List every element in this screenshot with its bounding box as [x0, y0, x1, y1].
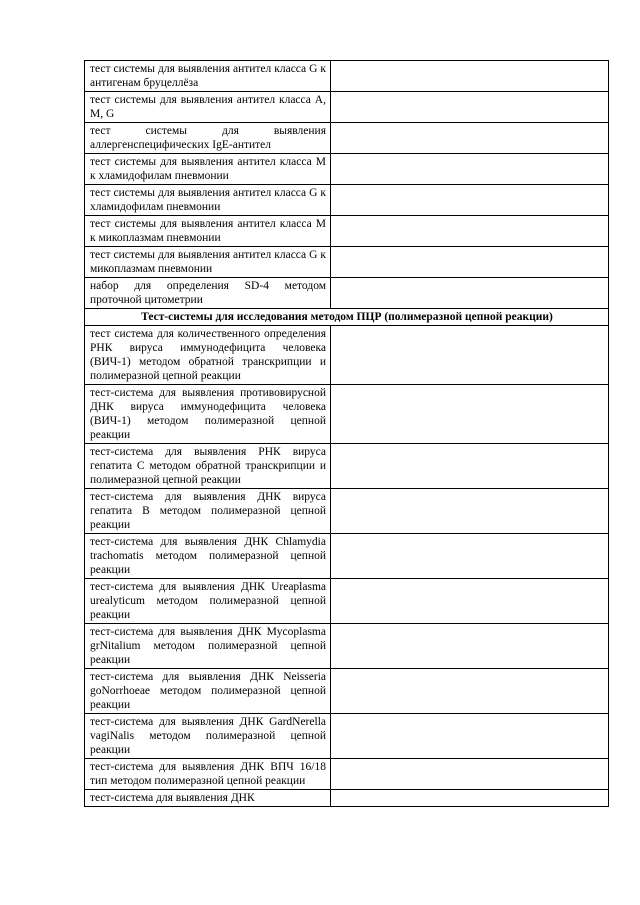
item-name-cell: набор для определения SD-4 методом проточной цитометрии — [85, 278, 331, 309]
empty-value-cell — [331, 444, 609, 489]
item-name-cell: тест-система для выявления ДНК GardNerella vagiNalis методом полимеразной цепной реакции — [85, 714, 331, 759]
table-row — [85, 61, 609, 92]
section-title: Тест-системы для исследования методом ПЦР (полимеразной цепной реакции) — [85, 309, 609, 326]
item-name-cell: тест-система для выявления ДНК Mycoplasma grNitalium методом полимеразной цепной реакции — [85, 624, 331, 669]
table-body-pcr — [85, 326, 609, 807]
reagents-table — [84, 60, 609, 807]
empty-value-cell — [331, 669, 609, 714]
item-name-cell: тест системы для выявления антител класса G к антигенам бруцеллёза — [85, 61, 331, 92]
item-name-cell: тест-система для выявления ДНК Ureaplasma urealyticum методом полимеразной цепной реакции — [85, 579, 331, 624]
table-row — [85, 714, 609, 759]
table-row — [85, 247, 609, 278]
item-name-cell: тест системы для выявления антител класса M к хламидофилам пневмонии — [85, 154, 331, 185]
item-name-cell: тест-система для выявления ДНК Neisseria goNorrhoeae методом полимеразной цепной реакции — [85, 669, 331, 714]
empty-value-cell — [331, 790, 609, 807]
table-row — [85, 92, 609, 123]
item-name-cell: тест система для количественного определения РНК вируса иммунодефицита человека (ВИЧ-1) методом обратной транскрипции и полимеразной цепной реакции — [85, 326, 331, 385]
item-name-cell: тест системы для выявления антител класса A, M, G — [85, 92, 331, 123]
table-row — [85, 123, 609, 154]
empty-value-cell — [331, 579, 609, 624]
item-name-cell: тест-система для выявления ДНК вируса гепатита В методом полимеразной цепной реакции — [85, 489, 331, 534]
section-header-row — [85, 309, 609, 326]
item-name-cell: тест-система для выявления ДНК Chlamydia trachomatis методом полимеразной цепной реакции — [85, 534, 331, 579]
empty-value-cell — [331, 385, 609, 444]
empty-value-cell — [331, 216, 609, 247]
table-row — [85, 624, 609, 669]
table-row — [85, 154, 609, 185]
item-name-cell: тест-система для выявления противовирусной ДНК вируса иммунодефицита человека (ВИЧ-1) методом полимеразной цепной реакции — [85, 385, 331, 444]
item-name-cell: тест системы для выявления антител класса G к микоплазмам пневмонии — [85, 247, 331, 278]
empty-value-cell — [331, 624, 609, 669]
table-row — [85, 444, 609, 489]
empty-value-cell — [331, 61, 609, 92]
empty-value-cell — [331, 278, 609, 309]
item-name-cell: тест системы для выявления антител класса G к хламидофилам пневмонии — [85, 185, 331, 216]
empty-value-cell — [331, 534, 609, 579]
table-row — [85, 489, 609, 534]
item-name-cell: тест системы для выявления антител класса M к микоплазмам пневмонии — [85, 216, 331, 247]
empty-value-cell — [331, 714, 609, 759]
empty-value-cell — [331, 326, 609, 385]
item-name-cell: тест-система для выявления РНК вируса гепатита С методом обратной транскрипции и полимеразной цепной реакции — [85, 444, 331, 489]
empty-value-cell — [331, 489, 609, 534]
item-name-cell: тест-система для выявления ДНК — [85, 790, 331, 807]
empty-value-cell — [331, 185, 609, 216]
item-name-cell: тест системы для выявления аллергенспецифических IgE-антител — [85, 123, 331, 154]
empty-value-cell — [331, 92, 609, 123]
table-row — [85, 579, 609, 624]
empty-value-cell — [331, 154, 609, 185]
table-row — [85, 278, 609, 309]
item-name-cell: тест-система для выявления ДНК ВПЧ 16/18 тип методом полимеразной цепной реакции — [85, 759, 331, 790]
table-row — [85, 216, 609, 247]
table-section — [85, 309, 609, 326]
table-row — [85, 669, 609, 714]
table-body-serology — [85, 61, 609, 309]
table-row — [85, 326, 609, 385]
table-row — [85, 759, 609, 790]
empty-value-cell — [331, 247, 609, 278]
empty-value-cell — [331, 759, 609, 790]
table-row — [85, 790, 609, 807]
empty-value-cell — [331, 123, 609, 154]
table-row — [85, 185, 609, 216]
table-row — [85, 534, 609, 579]
table-row — [85, 385, 609, 444]
